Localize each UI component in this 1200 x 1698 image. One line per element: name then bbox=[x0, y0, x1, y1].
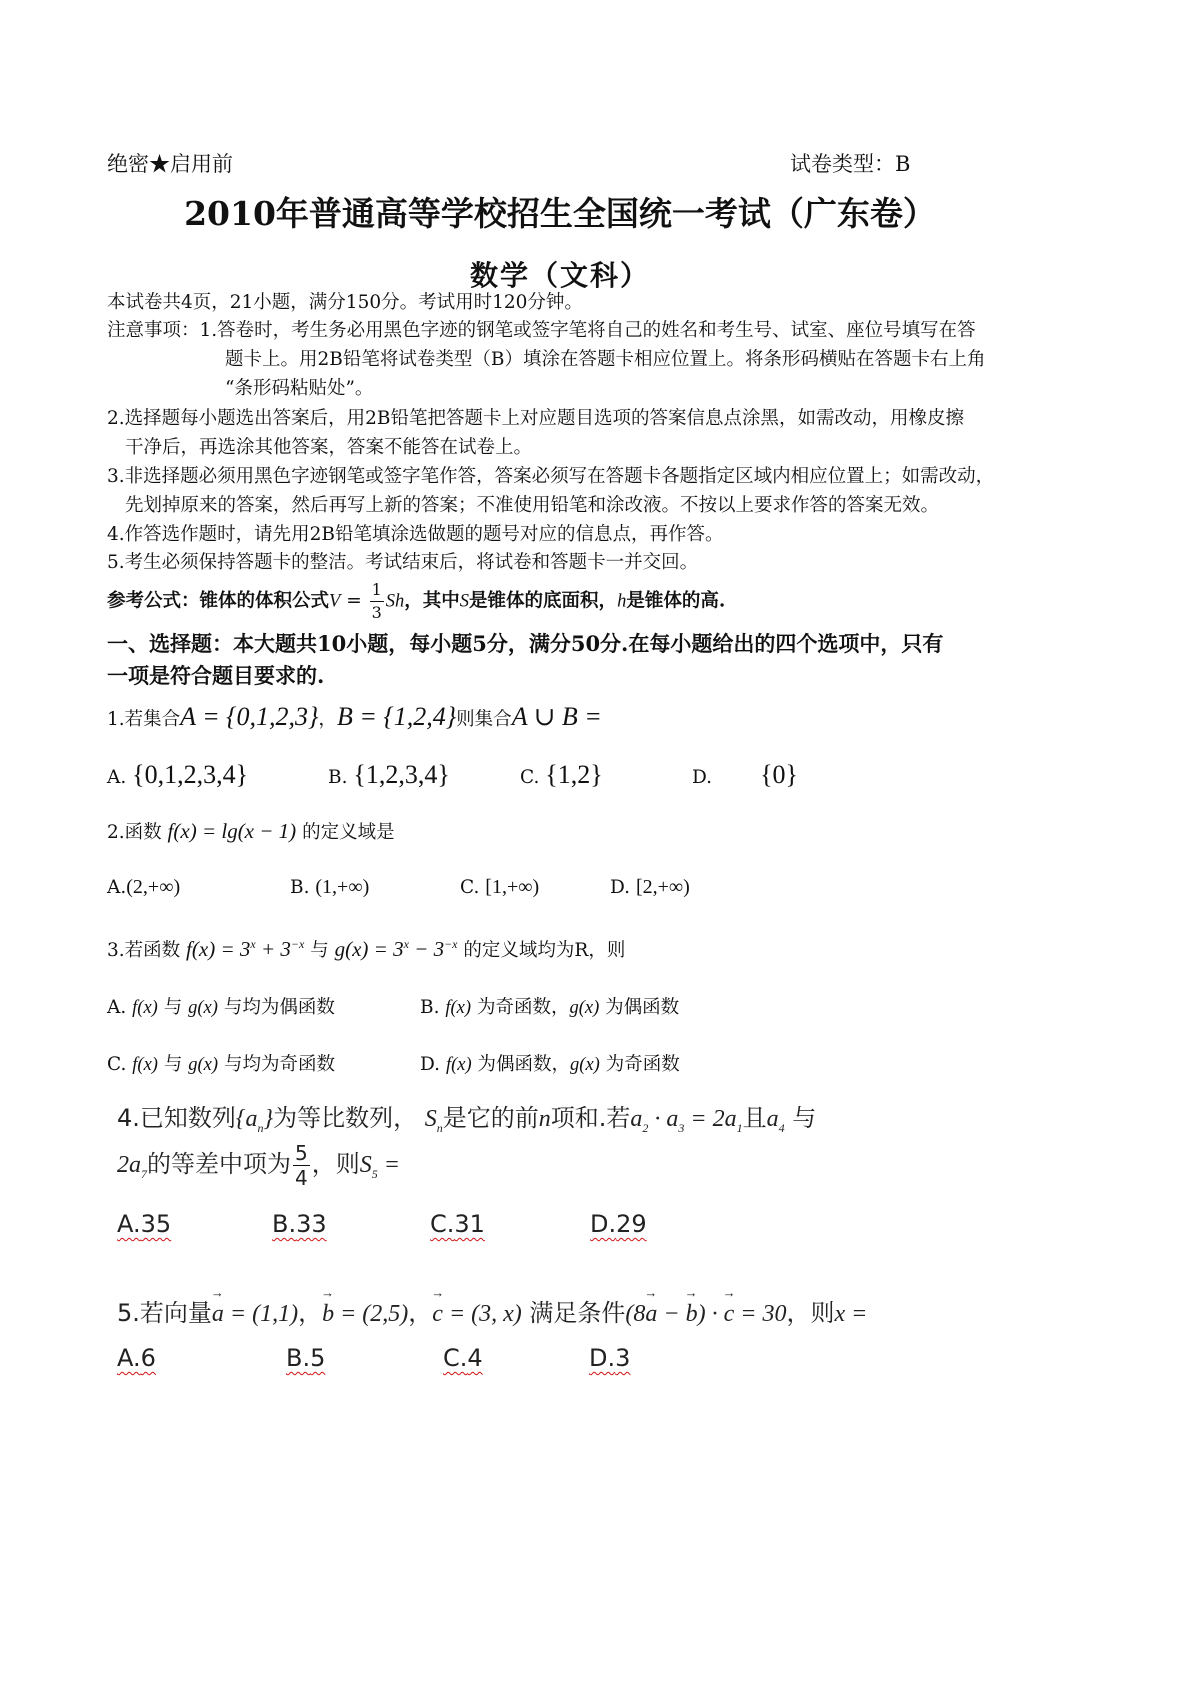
notice-item-4: 4.作答选作题时，请先用2B铅笔填涂选做题的题号对应的信息点，再作答。 bbox=[107, 524, 724, 545]
q1-comma: ， bbox=[318, 709, 337, 730]
q5-option-a-value: 6 bbox=[140, 1344, 156, 1372]
q5-expr-vector-c: → c bbox=[724, 1301, 735, 1328]
q3-option-d-label: D. bbox=[420, 1054, 441, 1075]
q3-option-a bbox=[107, 993, 335, 1019]
exam-title: 2010年普通高等学校招生全国统一考试（广东卷） bbox=[184, 194, 936, 233]
q1-prefix: 1.若集合 bbox=[107, 709, 181, 730]
q4-s5-sub: 5 bbox=[371, 1166, 378, 1181]
notice-item-2-line-2: 干净后，再选涂其他答案，答案不能答在试卷上。 bbox=[125, 437, 533, 458]
q4-option-d bbox=[590, 1210, 647, 1238]
q3-option-d-t1: 为偶函数， bbox=[477, 1054, 571, 1075]
q4-option-a-text bbox=[117, 1210, 171, 1238]
q5-c-value: = (3, x) bbox=[442, 1301, 522, 1327]
q3-g-exp1: x bbox=[403, 937, 409, 951]
q4-option-b-text bbox=[272, 1210, 327, 1238]
q5-expr-vector-a: → a bbox=[645, 1301, 657, 1328]
q1-option-d-value: {0} bbox=[760, 760, 799, 789]
q5-option-d-label: D. bbox=[589, 1344, 616, 1372]
notice-label: 注意事项： bbox=[107, 320, 200, 341]
q1-option-a-label: A. bbox=[107, 767, 127, 788]
q5-option-b-label: B. bbox=[286, 1344, 311, 1372]
question-4-line-2 bbox=[117, 1140, 400, 1198]
notice-item-1-line-1 bbox=[107, 316, 976, 342]
q5-a-value: = (1,1) bbox=[223, 1301, 299, 1327]
q4-option-d-text bbox=[590, 1210, 647, 1238]
q5-vector-b: → b bbox=[322, 1301, 334, 1328]
notice-item-1-line-2: 题卡上。用2B铅笔将试卷类型（B）填涂在答题卡相应位置上。将条形码横贴在答题卡右上角 bbox=[225, 349, 986, 370]
q3-suffix: 的定义域均为R，则 bbox=[463, 940, 626, 961]
q4-t8: ，则 bbox=[311, 1150, 360, 1178]
q2-option-b bbox=[290, 876, 369, 899]
q2-option-d-value: [2,+∞) bbox=[635, 876, 690, 898]
q1-option-b bbox=[328, 760, 450, 790]
q4-option-c-label: C. bbox=[430, 1210, 455, 1238]
q5-option-b-text bbox=[286, 1344, 325, 1372]
question-2 bbox=[107, 818, 395, 844]
q2-option-c-value: [1,+∞) bbox=[485, 876, 540, 898]
q3-option-c-label: C. bbox=[107, 1054, 127, 1075]
q4-a4-a: a bbox=[766, 1106, 779, 1132]
q5-vector-c: → c bbox=[432, 1301, 443, 1328]
q4-cond-sub3: 1 bbox=[736, 1120, 743, 1135]
formula-label: 参考公式：锥体的体积公式 bbox=[107, 590, 330, 612]
question-3 bbox=[107, 936, 625, 962]
q4-s5-s: S bbox=[359, 1152, 372, 1178]
q2-option-b-label: B. bbox=[290, 877, 310, 898]
q1-option-c bbox=[520, 760, 603, 790]
q5-expr-open: (8 bbox=[625, 1301, 646, 1327]
q5-t1: 5.若向量 bbox=[117, 1299, 212, 1327]
formula-eq: = bbox=[340, 590, 368, 612]
q3-f-def bbox=[186, 937, 304, 961]
q4-seq bbox=[235, 1106, 274, 1135]
q5-b-value: = (2,5) bbox=[334, 1301, 409, 1327]
q4-seq-sub: n bbox=[257, 1120, 264, 1135]
question-5 bbox=[117, 1293, 867, 1328]
q5-t3: ，则 bbox=[786, 1299, 835, 1327]
paper-type-label: 试卷类型：B bbox=[790, 152, 911, 176]
notice-item-1-line-3: “条形码粘贴处”。 bbox=[225, 378, 374, 399]
q1-option-c-label: C. bbox=[520, 767, 540, 788]
q3-mid: 与 bbox=[310, 940, 329, 961]
q4-condition bbox=[630, 1106, 743, 1135]
q4-t6: 与 bbox=[792, 1104, 817, 1132]
q3-f-exp1: x bbox=[250, 937, 256, 951]
q5-t2: 满足条件 bbox=[529, 1299, 626, 1327]
q1-option-a-value: {0,1,2,3,4} bbox=[132, 760, 249, 789]
q4-sn-sub: n bbox=[436, 1120, 443, 1135]
q4-cond-eq: = 2a bbox=[684, 1106, 737, 1132]
q5-option-c-text bbox=[443, 1344, 483, 1372]
q5-vector-a: → a bbox=[212, 1301, 224, 1328]
q1-set-b: B = {1,2,4} bbox=[336, 702, 457, 731]
q1-option-d-label: D. bbox=[692, 767, 713, 788]
q1-option-c-value: {1,2} bbox=[545, 760, 603, 789]
q4-option-b bbox=[272, 1210, 327, 1238]
q4-option-d-label: D. bbox=[590, 1210, 617, 1238]
q1-union: A ∪ B = bbox=[511, 702, 602, 731]
q4-option-d-value: 29 bbox=[616, 1210, 647, 1238]
q3-option-d-f: f(x) bbox=[445, 1055, 472, 1075]
q4-a7 bbox=[117, 1152, 147, 1181]
q3-option-c-t2: 与均为奇函数 bbox=[223, 1054, 335, 1075]
q4-cond-sub2: 3 bbox=[678, 1120, 685, 1135]
q4-a4 bbox=[766, 1106, 785, 1135]
q4-option-b-value: 33 bbox=[296, 1210, 327, 1238]
q3-f-plus: + 3 bbox=[255, 937, 291, 961]
q3-option-b-t2: 为偶函数 bbox=[605, 997, 680, 1018]
formula-tail: 是锥体的高. bbox=[626, 590, 726, 612]
q2-option-a-label: A. bbox=[107, 877, 127, 898]
q3-f-base: f(x) = 3 bbox=[186, 937, 251, 961]
formula-numerator: 1 bbox=[370, 579, 384, 602]
q3-g-minus: − 3 bbox=[408, 937, 445, 961]
q3-option-a-f: f(x) bbox=[132, 998, 158, 1018]
formula-mid-1: ，其中 bbox=[404, 590, 460, 612]
q4-cond-a: a bbox=[630, 1106, 643, 1132]
q1-mid: 则集合 bbox=[456, 709, 512, 730]
q5-expr-eq: = 30 bbox=[734, 1301, 787, 1327]
formula-denominator: 3 bbox=[371, 603, 382, 622]
q4-numerator: 5 bbox=[295, 1140, 308, 1165]
confidential-label: 绝密★启用前 bbox=[107, 152, 233, 176]
formula-sh: Sh bbox=[385, 591, 405, 612]
q4-option-c-text bbox=[430, 1210, 485, 1238]
question-4-line-1 bbox=[117, 1098, 816, 1136]
section-heading-line-2: 一项是符合题目要求的. bbox=[107, 663, 325, 688]
q4-sn-s: S bbox=[424, 1106, 437, 1132]
q1-option-b-value: {1,2,3,4} bbox=[353, 760, 450, 789]
q4-s5 bbox=[359, 1152, 400, 1181]
formula-s: S bbox=[459, 591, 470, 612]
q3-option-c-g: g(x) bbox=[188, 1055, 219, 1075]
q4-option-c bbox=[430, 1210, 485, 1238]
q4-t5: 且 bbox=[742, 1104, 767, 1132]
formula-v: V bbox=[329, 591, 341, 612]
exam-subtitle: 数学（文科） bbox=[469, 259, 650, 292]
q3-option-c-t1: 与 bbox=[163, 1054, 183, 1075]
q5-x: x = bbox=[834, 1301, 868, 1327]
q5-option-a-label: A. bbox=[117, 1344, 141, 1372]
q4-seq-close: } bbox=[263, 1106, 274, 1132]
q3-option-a-g: g(x) bbox=[188, 998, 218, 1018]
q5-option-d bbox=[589, 1344, 630, 1372]
q5-comma-1: ， bbox=[298, 1299, 323, 1327]
q3-option-d-g: g(x) bbox=[570, 1055, 600, 1075]
q4-option-c-value: 31 bbox=[454, 1210, 485, 1238]
notice-item-3-line-1: 3.非选择题必须用黑色字迹钢笔或签字笔作答，答案必须写在答题卡各题指定区域内相应位置上；如需改动， bbox=[107, 466, 995, 487]
q4-fraction bbox=[293, 1141, 310, 1190]
question-1 bbox=[107, 702, 602, 732]
q4-t7: 的等差中项为 bbox=[147, 1150, 291, 1178]
q3-option-d-t2: 为奇函数 bbox=[605, 1054, 680, 1075]
q1-option-b-label: B. bbox=[328, 767, 348, 788]
q3-g-base: g(x) = 3 bbox=[334, 937, 404, 961]
q3-option-b-t1: 为奇函数， bbox=[476, 997, 570, 1018]
q5-option-c-label: C. bbox=[443, 1344, 468, 1372]
q3-option-a-t2: 与均为偶函数 bbox=[223, 997, 335, 1018]
q1-set-a: A = {0,1,2,3} bbox=[180, 702, 319, 731]
q5-option-c bbox=[443, 1344, 483, 1372]
q3-g-def bbox=[335, 937, 458, 961]
q3-prefix: 3.若函数 bbox=[107, 940, 181, 961]
q3-option-d bbox=[420, 1050, 680, 1076]
q5-expr-minus: − bbox=[657, 1301, 686, 1327]
q1-option-a bbox=[107, 760, 248, 790]
intro-text: 本试卷共4页，21小题，满分150分。考试用时120分钟。 bbox=[107, 292, 583, 313]
formula-fraction bbox=[370, 579, 384, 624]
q3-option-b-g: g(x) bbox=[569, 998, 600, 1018]
section-heading-line-1: 一、选择题：本大题共10小题，每小题5分，满分50分.在每小题给出的四个选项中，只有 bbox=[107, 631, 944, 656]
q5-option-c-value: 4 bbox=[467, 1344, 483, 1372]
q3-option-a-t1: 与 bbox=[163, 997, 183, 1018]
q5-option-d-text bbox=[589, 1344, 630, 1372]
formula-h: h bbox=[617, 591, 627, 612]
q4-cond-sub1: 2 bbox=[642, 1120, 649, 1135]
q3-g-exp2: −x bbox=[444, 937, 458, 951]
q2-option-d-label: D. bbox=[610, 877, 631, 898]
q4-option-a-label: A. bbox=[117, 1210, 141, 1238]
q4-s5-eq: = bbox=[377, 1152, 400, 1178]
q4-option-a-value: 35 bbox=[140, 1210, 172, 1238]
q2-option-c-label: C. bbox=[460, 877, 480, 898]
q3-option-c bbox=[107, 1050, 335, 1076]
q2-function: f(x) = lg(x − 1) bbox=[167, 819, 297, 843]
q5-option-b-value: 5 bbox=[310, 1344, 326, 1372]
q5-comma-2: ， bbox=[408, 1299, 433, 1327]
q4-option-a bbox=[117, 1210, 171, 1238]
q4-t4: 项和.若 bbox=[550, 1104, 631, 1132]
q4-t3: 是它的前 bbox=[442, 1104, 539, 1132]
q5-option-a bbox=[117, 1344, 156, 1372]
q2-option-c bbox=[460, 876, 539, 899]
q4-sn bbox=[424, 1106, 443, 1135]
formula-mid-2: 是锥体的底面积， bbox=[469, 590, 618, 612]
q2-option-b-value: (1,+∞) bbox=[315, 876, 370, 898]
q4-t2: 为等比数列， bbox=[273, 1104, 418, 1132]
notice-item-5: 5.考生必须保持答题卡的整洁。考试结束后，将试卷和答题卡一并交回。 bbox=[107, 552, 699, 573]
q4-a7-sub: 7 bbox=[141, 1166, 147, 1181]
q5-expr-close: ) · bbox=[697, 1301, 724, 1327]
q2-option-a bbox=[107, 876, 180, 899]
q2-option-d bbox=[610, 876, 690, 899]
q4-option-b-label: B. bbox=[272, 1210, 297, 1238]
q2-suffix: 的定义域是 bbox=[302, 822, 395, 843]
q5-option-b bbox=[286, 1344, 325, 1372]
q4-n: n bbox=[538, 1106, 551, 1132]
q5-option-d-value: 3 bbox=[615, 1344, 631, 1372]
q3-option-a-label: A. bbox=[107, 997, 127, 1018]
q2-option-a-value: (2,+∞) bbox=[126, 876, 181, 898]
notice-item-3-line-2: 先划掉原来的答案，然后再写上新的答案；不准使用铅笔和涂改液。不按以上要求作答的答案无效。 bbox=[125, 495, 940, 516]
q4-a7-a: 2a bbox=[117, 1152, 141, 1178]
q3-option-b-f: f(x) bbox=[445, 998, 472, 1018]
q3-option-b bbox=[420, 993, 679, 1019]
reference-formula bbox=[107, 579, 725, 624]
q1-option-d bbox=[692, 760, 798, 790]
q4-seq-open: {a bbox=[235, 1106, 258, 1132]
q3-option-c-f: f(x) bbox=[132, 1055, 158, 1075]
q3-option-b-label: B. bbox=[420, 997, 440, 1018]
q5-option-a-text bbox=[117, 1344, 156, 1372]
q5-expr-vector-b: → b bbox=[686, 1301, 698, 1328]
notice-item-1-text: 1.答卷时，考生务必用黑色字迹的钢笔或签字笔将自己的姓名和考生号、试室、座位号填写在答 bbox=[199, 320, 976, 341]
q3-f-exp2: −x bbox=[290, 937, 305, 951]
notice-item-2-line-1: 2.选择题每小题选出答案后，用2B铅笔把答题卡上对应题目选项的答案信息点涂黑，如需改动，用橡皮擦 bbox=[107, 408, 965, 429]
q4-t1: 4.已知数列 bbox=[117, 1104, 236, 1132]
q4-denominator: 4 bbox=[295, 1165, 308, 1190]
q4-cond-dot: · a bbox=[648, 1106, 679, 1132]
q4-a4-sub: 4 bbox=[778, 1120, 785, 1135]
q2-prefix: 2.函数 bbox=[107, 822, 162, 843]
